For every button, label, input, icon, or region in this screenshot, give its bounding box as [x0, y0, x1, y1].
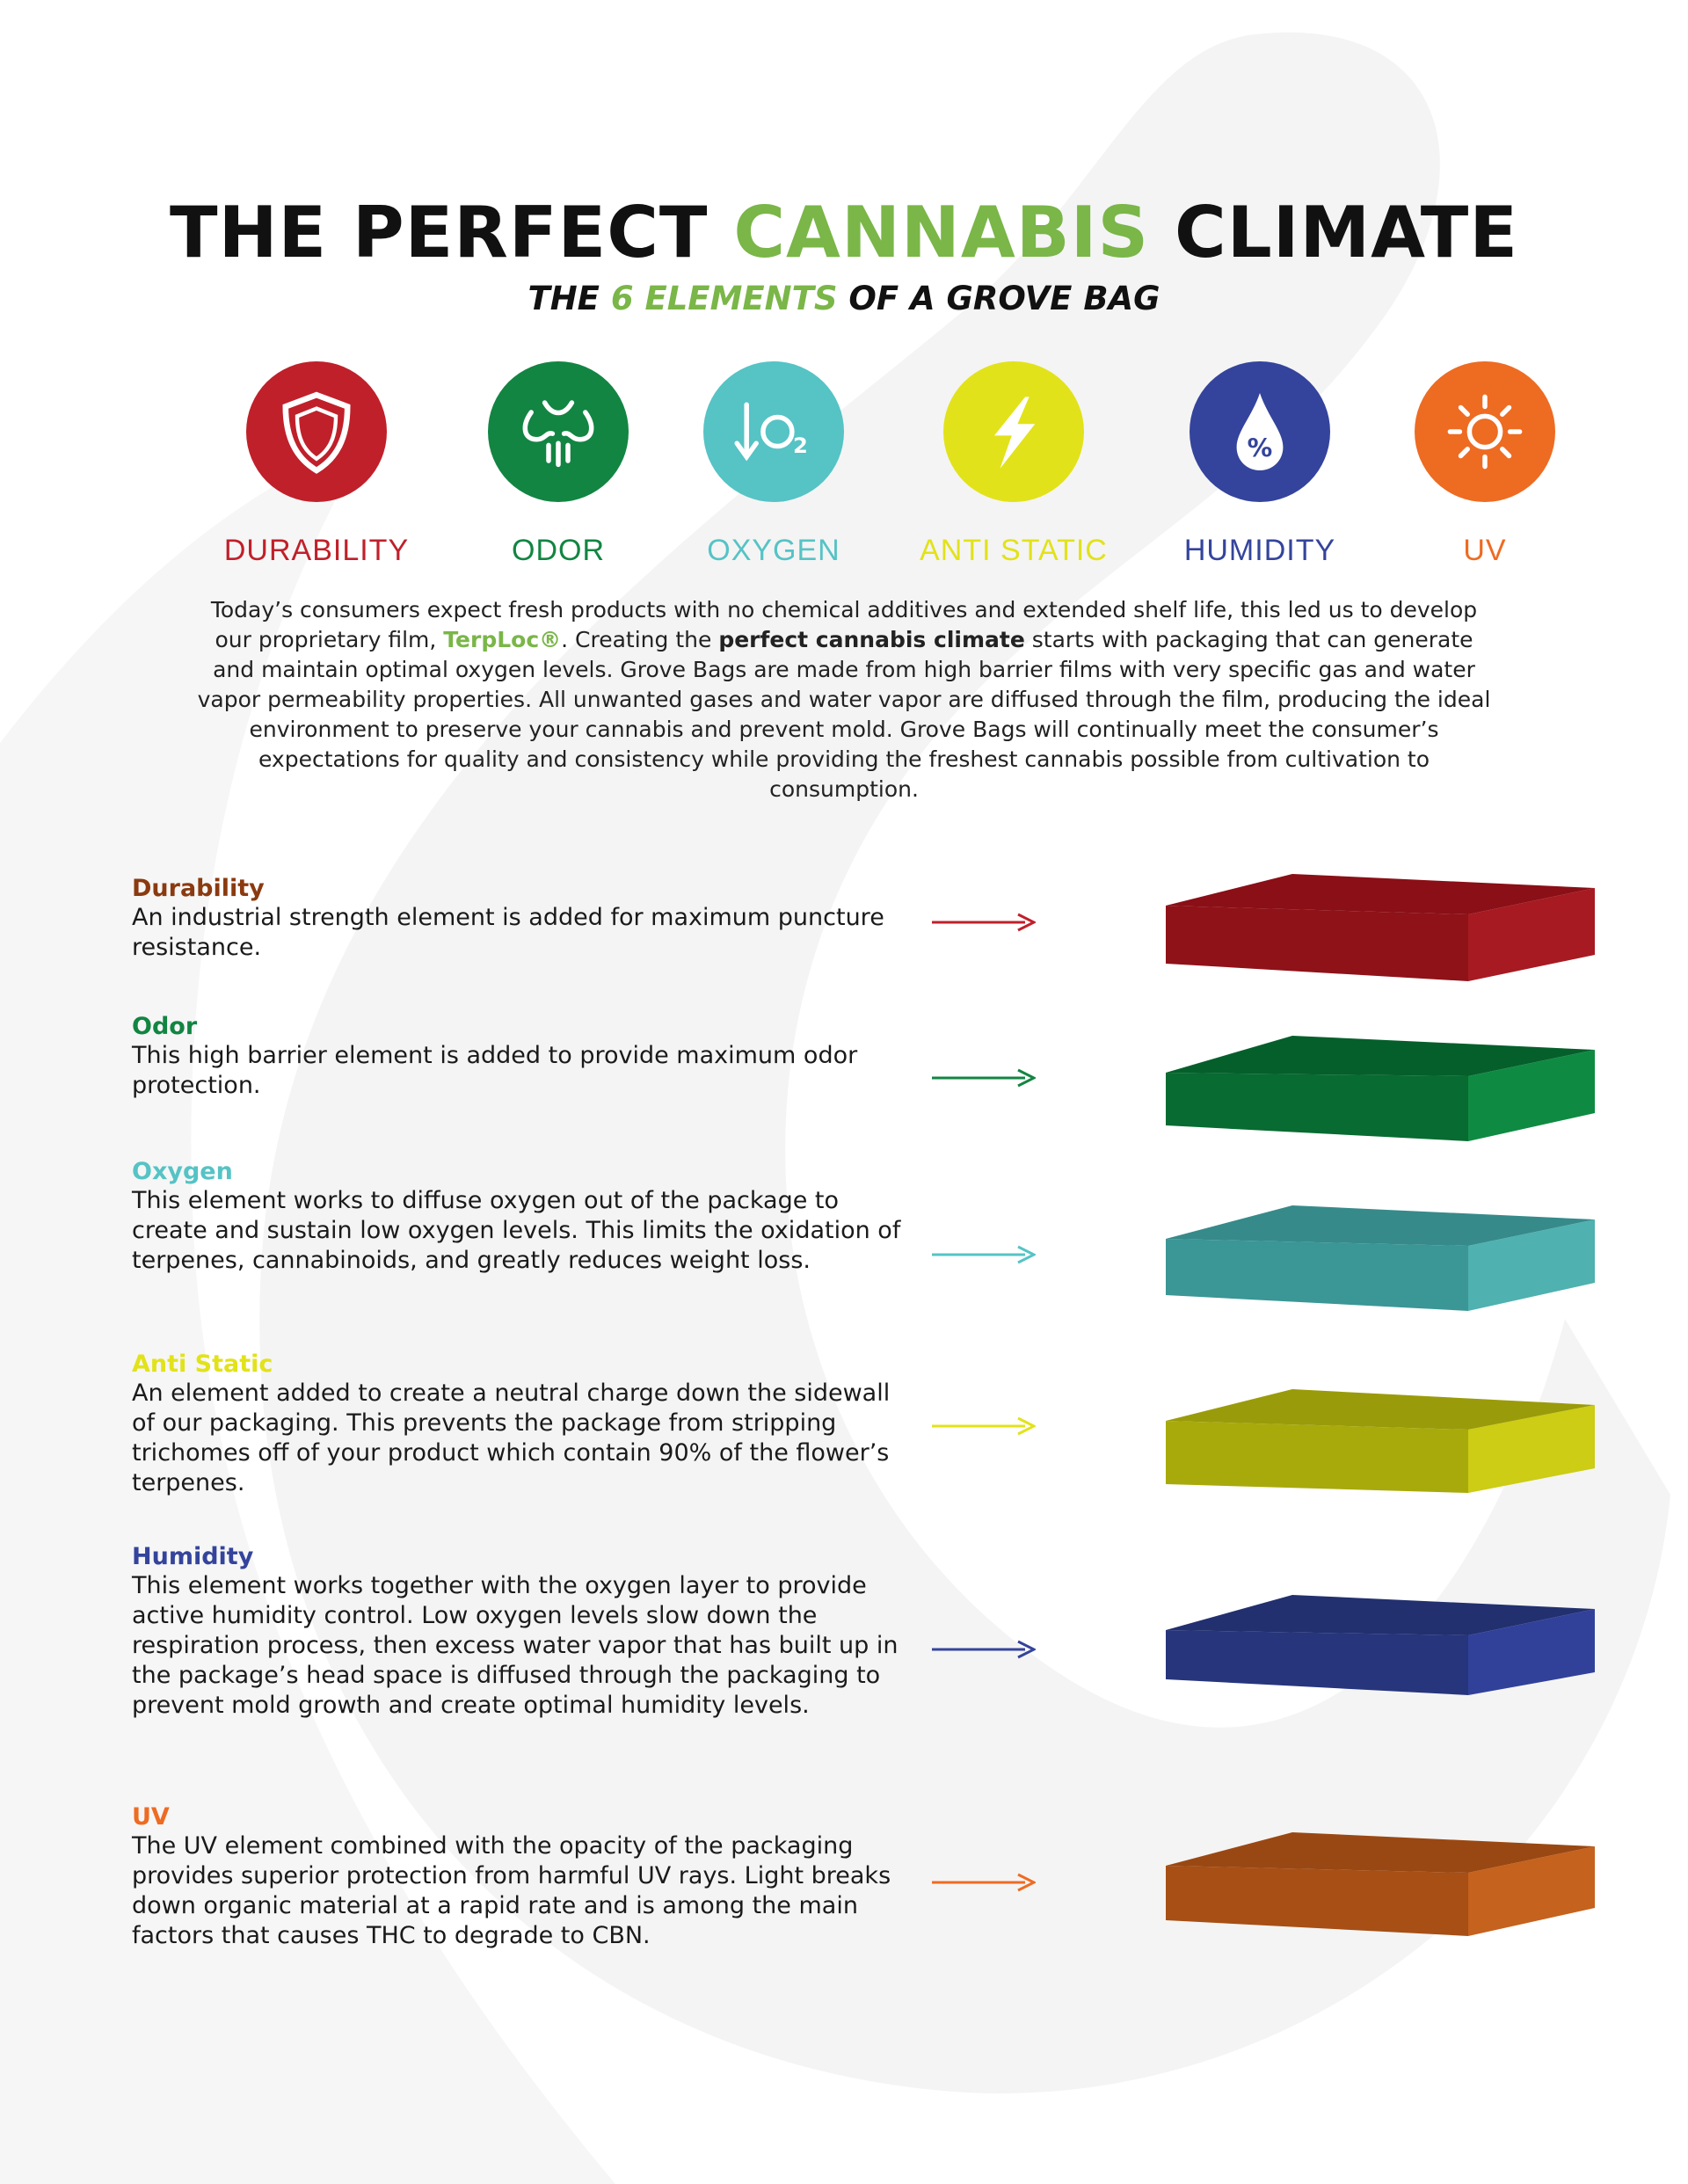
- water-drop-percent-icon: [1190, 361, 1330, 502]
- icon-anti-static: [882, 361, 1146, 568]
- icon-label: OXYGEN: [707, 534, 840, 567]
- icon-label: HUMIDITY: [1183, 534, 1336, 567]
- layer-slab-durability: [1160, 870, 1600, 985]
- intro-paragraph: Today’s consumers expect fresh products with no chemical additives and extended shelf life, this led us to develop our proprietary film, TerpLoc®. Creating the perfect cannabis climate starts with packaging that can generate and maintain optimal oxygen levels. Grove Bags are made from high barrier films with very specific gas and water vapor permeability properties. All unwanted gases and water vapor are diffused through the film, producing the ideal environment to preserve your cannabis and prevent mold. Grove Bags will continually meet the consumer’s expectations for quality and consistency while providing the freshest cannabis possible from cultivation to consumption.: [197, 597, 1491, 802]
- element-description: The UV element combined with the opacity of the packaging provides superior protection from harmful UV rays. Light breaks down organic material at a rapid rate and is among the main factors that causes THC to degrade to CBN.: [132, 1832, 891, 1949]
- subtitle-accent: 6 ELEMENTS: [610, 280, 838, 317]
- lightning-icon: [943, 361, 1084, 502]
- element-title: Durability: [132, 875, 265, 902]
- element-description: An industrial strength element is added for maximum puncture resistance.: [132, 904, 884, 961]
- element-title: UV: [132, 1803, 170, 1831]
- arrow-right-icon: [930, 1416, 1036, 1437]
- element-description: This element works to diffuse oxygen out of the package to create and sustain low oxygen levels. This limits the oxidation of terpenes, cannabinoids, and greatly reduces weight loss.: [132, 1187, 901, 1274]
- icon-durability: [185, 361, 448, 568]
- layer-slab-oxygen: [1160, 1200, 1600, 1314]
- layer-slab-uv: [1160, 1829, 1600, 1943]
- element-title: Odor: [132, 1013, 198, 1040]
- arrow-right-icon: [930, 1639, 1036, 1660]
- sun-icon: [1415, 361, 1555, 502]
- layer-slab-humidity: [1160, 1591, 1600, 1706]
- title-accent: CANNABIS: [733, 192, 1150, 273]
- element-oxygen: [132, 1158, 906, 1276]
- page-title: THE PERFECT CANNABIS CLIMATE: [170, 192, 1518, 273]
- icon-label: UV: [1463, 534, 1507, 567]
- element-title: Humidity: [132, 1543, 254, 1570]
- icon-uv: [1353, 361, 1617, 568]
- arrow-right-icon: [930, 912, 1036, 933]
- o2-down-icon: [703, 361, 844, 502]
- arrow-right-icon: [930, 1244, 1036, 1265]
- layer-slab-anti-static: [1160, 1386, 1600, 1500]
- layer-slab-odor: [1160, 1030, 1600, 1145]
- icon-humidity: [1128, 361, 1392, 568]
- icon-oxygen: [642, 361, 906, 568]
- element-durability: [132, 875, 906, 963]
- svg-text:%: %: [1247, 433, 1273, 463]
- brand-name: TerpLoc®: [443, 627, 562, 652]
- icon-label: DURABILITY: [223, 534, 410, 567]
- svg-text:2: 2: [793, 433, 808, 459]
- icon-label: ANTI STATIC: [920, 534, 1108, 567]
- element-title: Anti Static: [132, 1350, 273, 1378]
- arrow-right-icon: [930, 1872, 1036, 1893]
- arrow-right-icon: [930, 1067, 1036, 1088]
- icon-label: ODOR: [512, 534, 605, 567]
- element-odor: [132, 1013, 906, 1101]
- highlight-text: perfect cannabis climate: [718, 627, 1025, 652]
- element-title: Oxygen: [132, 1158, 233, 1185]
- nose-icon: [488, 361, 629, 502]
- element-anti-static: [132, 1350, 906, 1498]
- element-description: This high barrier element is added to provide maximum odor protection.: [132, 1042, 858, 1099]
- element-uv: [132, 1803, 906, 1951]
- element-description: This element works together with the oxygen layer to provide active humidity control. Low oxygen levels slow down the respiration process, then excess water vapor that has built up in the package’s head space is diffused through the packaging to prevent mold growth and create optimal humidity levels.: [132, 1572, 899, 1719]
- element-humidity: [132, 1543, 906, 1721]
- shield-icon: [246, 361, 387, 502]
- page-subtitle: THE 6 ELEMENTS OF A GROVE BAG: [528, 280, 1160, 317]
- element-description: An element added to create a neutral charge down the sidewall of our packaging. This prevents the package from stripping trichomes off of your product which contain 90% of the flower’s terpenes.: [132, 1380, 891, 1496]
